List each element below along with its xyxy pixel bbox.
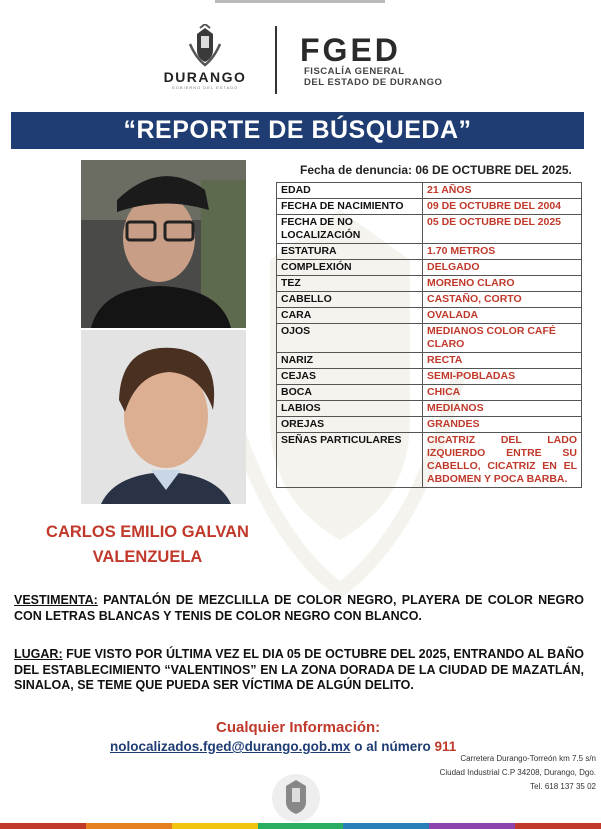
details-label: LABIOS bbox=[277, 401, 423, 417]
bottom-color-stripe bbox=[0, 823, 601, 829]
details-value: CICATRIZ DEL LADO IZQUIERDO ENTRE SU CABELLO, CICATRIZ EN EL ABDOMEN Y POCA BARBA. bbox=[423, 433, 582, 488]
details-label: EDAD bbox=[277, 183, 423, 199]
details-row bbox=[277, 401, 582, 417]
details-row bbox=[277, 417, 582, 433]
contact-connector: o al número bbox=[354, 739, 431, 754]
office-address bbox=[410, 752, 596, 794]
report-date bbox=[300, 163, 572, 177]
address-line-1: Carretera Durango-Torreón km 7.5 s/n bbox=[460, 754, 596, 763]
durango-subtitle: GOBIERNO DEL ESTADO bbox=[171, 85, 239, 90]
report-banner: “REPORTE DE BÚSQUEDA” bbox=[11, 112, 584, 149]
details-label: CEJAS bbox=[277, 369, 423, 385]
details-row bbox=[277, 292, 582, 308]
details-value: MORENO CLARO bbox=[423, 276, 582, 292]
report-date-label: Fecha de denuncia: bbox=[300, 163, 413, 177]
header-divider bbox=[275, 26, 277, 94]
details-label: OREJAS bbox=[277, 417, 423, 433]
details-value: GRANDES bbox=[423, 417, 582, 433]
stripe-segment bbox=[343, 823, 429, 829]
details-label: COMPLEXIÓN bbox=[277, 260, 423, 276]
durango-crest-icon bbox=[182, 24, 228, 68]
stripe-segment bbox=[429, 823, 515, 829]
details-value: 1.70 METROS bbox=[423, 244, 582, 260]
place-label: LUGAR: bbox=[14, 647, 63, 661]
details-row bbox=[277, 433, 582, 488]
clothing-text: PANTALÓN DE MEZCLILLA DE COLOR NEGRO, PLAYERA DE COLOR NEGRO CON LETRAS BLANCAS Y TENIS DE COLOR NEGRO CON BLANCO. bbox=[14, 593, 584, 623]
details-value: CHICA bbox=[423, 385, 582, 401]
details-row bbox=[277, 199, 582, 215]
address-phone: Tel. 618 137 35 02 bbox=[530, 782, 596, 791]
name-line-1: CARLOS EMILIO GALVAN bbox=[46, 523, 249, 541]
details-label: TEZ bbox=[277, 276, 423, 292]
details-value: MEDIANOS bbox=[423, 401, 582, 417]
details-label: FECHA DE NACIMIENTO bbox=[277, 199, 423, 215]
durango-name: DURANGO bbox=[163, 69, 247, 85]
details-row bbox=[277, 244, 582, 260]
details-label: OJOS bbox=[277, 324, 423, 353]
details-value: MEDIANOS COLOR CAFÉ CLARO bbox=[423, 324, 582, 353]
details-label: FECHA DE NO LOCALIZACIÓN bbox=[277, 215, 423, 244]
photo-2-illustration bbox=[81, 330, 246, 504]
fged-subtitle-2: DEL ESTADO DE DURANGO bbox=[304, 77, 443, 88]
details-row bbox=[277, 324, 582, 353]
details-row bbox=[277, 369, 582, 385]
details-row bbox=[277, 183, 582, 199]
contact-line bbox=[110, 739, 456, 754]
photo-1-illustration bbox=[81, 160, 246, 328]
stripe-segment bbox=[515, 823, 601, 829]
details-row bbox=[277, 385, 582, 401]
details-row bbox=[277, 215, 582, 244]
stripe-segment bbox=[0, 823, 86, 829]
details-value: DELGADO bbox=[423, 260, 582, 276]
fged-title: FGED bbox=[300, 32, 401, 68]
details-label: NARIZ bbox=[277, 353, 423, 369]
place-paragraph bbox=[14, 647, 584, 694]
name-line-2: VALENZUELA bbox=[92, 548, 203, 566]
details-value: RECTA bbox=[423, 353, 582, 369]
contact-heading: Cualquier Información: bbox=[216, 719, 381, 736]
details-label: CARA bbox=[277, 308, 423, 324]
details-label: SEÑAS PARTICULARES bbox=[277, 433, 423, 488]
durango-logo bbox=[150, 24, 260, 96]
stripe-segment bbox=[86, 823, 172, 829]
details-row bbox=[277, 276, 582, 292]
details-value: OVALADA bbox=[423, 308, 582, 324]
report-date-value: 06 DE OCTUBRE DEL 2025. bbox=[415, 163, 572, 177]
details-value: CASTAÑO, CORTO bbox=[423, 292, 582, 308]
top-line bbox=[215, 0, 385, 3]
details-row bbox=[277, 308, 582, 324]
details-value: 21 AÑOS bbox=[423, 183, 582, 199]
missing-person-photo-1 bbox=[81, 160, 246, 328]
contact-number: 911 bbox=[434, 739, 457, 754]
stripe-segment bbox=[172, 823, 258, 829]
fged-subtitle-1: FISCALÍA GENERAL bbox=[304, 66, 405, 77]
missing-person-name bbox=[20, 520, 275, 570]
details-value: SEMI-POBLADAS bbox=[423, 369, 582, 385]
place-text: FUE VISTO POR ÚLTIMA VEZ EL DIA 05 DE OCTUBRE DEL 2025, ENTRANDO AL BAÑO DEL ESTABLECIMIENTO “VALENTINOS” EN LA ZONA DORADA DE LA CIUDAD DE MAZATLÁN, SINALOA, SE TEME QUE PUEDA SER VÍCTIMA DE ALGÚN DELITO. bbox=[14, 647, 584, 692]
address-line-2: Ciudad Industrial C.P 34208, Durango, Dgo. bbox=[439, 768, 596, 777]
clothing-label: VESTIMENTA: bbox=[14, 593, 98, 607]
details-value: 09 DE OCTUBRE DEL 2004 bbox=[423, 199, 582, 215]
details-value: 05 DE OCTUBRE DEL 2025 bbox=[423, 215, 582, 244]
details-label: ESTATURA bbox=[277, 244, 423, 260]
missing-person-photo-2 bbox=[81, 330, 246, 504]
details-label: CABELLO bbox=[277, 292, 423, 308]
contact-email-link[interactable]: nolocalizados.fged@durango.gob.mx bbox=[110, 739, 351, 754]
fged-logo bbox=[300, 34, 460, 88]
details-row bbox=[277, 353, 582, 369]
details-row bbox=[277, 260, 582, 276]
person-details-table bbox=[276, 182, 582, 488]
stripe-segment bbox=[258, 823, 344, 829]
details-label: BOCA bbox=[277, 385, 423, 401]
bottom-crest-icon bbox=[268, 770, 324, 822]
clothing-paragraph bbox=[14, 593, 584, 624]
